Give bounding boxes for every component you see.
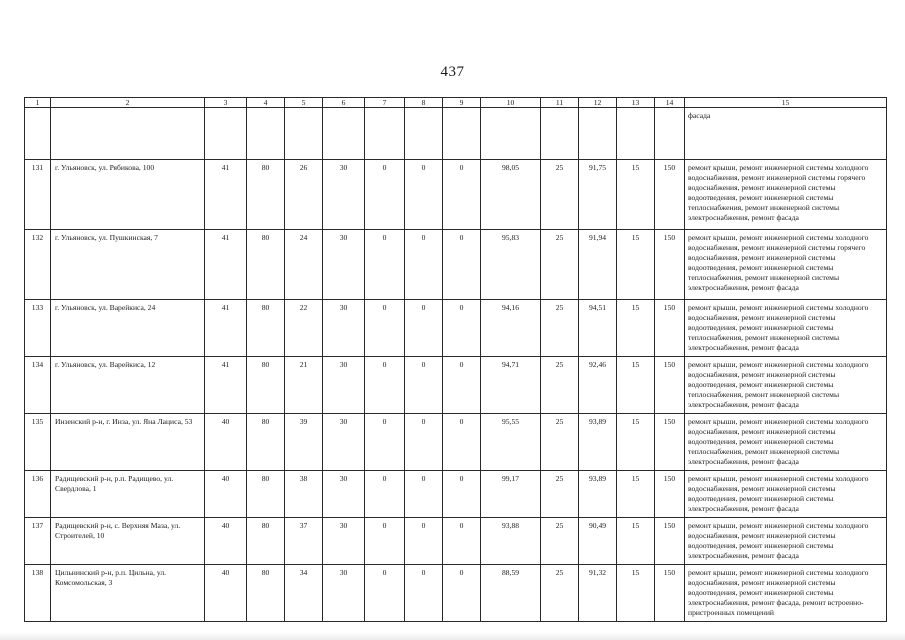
value-cell: 80	[247, 518, 285, 565]
value-cell: 41	[205, 160, 247, 230]
value-cell: 0	[405, 565, 443, 622]
value-cell: 25	[541, 565, 579, 622]
row-number-cell: 136	[25, 471, 51, 518]
value-cell: 95,55	[481, 414, 541, 471]
value-cell: 30	[323, 565, 365, 622]
continuation-row	[25, 108, 887, 160]
value-cell: 95,83	[481, 230, 541, 300]
works-cell: ремонт крыши, ремонт инженерной системы холодного водоснабжения, ремонт инженерной системы горячего водоснабжения, ремонт инженерной системы водоотведения, ремонт инженерной системы теплоснабжения, ремонт инженерной системы электроснабжения, ремонт фасада	[685, 230, 887, 300]
column-number: 11	[541, 98, 579, 108]
column-number: 6	[323, 98, 365, 108]
value-cell: 150	[655, 357, 685, 414]
column-number: 9	[443, 98, 481, 108]
page-number: 437	[440, 64, 465, 80]
value-cell: 0	[443, 357, 481, 414]
value-cell: 40	[205, 565, 247, 622]
value-cell: 15	[617, 518, 655, 565]
value-cell: 150	[655, 230, 685, 300]
value-cell: 22	[285, 300, 323, 357]
value-cell: 150	[655, 160, 685, 230]
value-cell: 0	[405, 518, 443, 565]
value-cell: 26	[285, 160, 323, 230]
value-cell: 41	[205, 230, 247, 300]
value-cell: 80	[247, 565, 285, 622]
value-cell: 15	[617, 414, 655, 471]
value-cell: 0	[365, 518, 405, 565]
works-cell: ремонт крыши, ремонт инженерной системы холодного водоснабжения, ремонт инженерной системы водоотведения, ремонт инженерной системы электроснабжения, ремонт фасада	[685, 518, 887, 565]
address-cell: г. Ульяновск, ул. Пушкинская, 7	[51, 230, 205, 300]
value-cell: 15	[617, 357, 655, 414]
value-cell: 30	[323, 357, 365, 414]
value-cell: 80	[247, 300, 285, 357]
value-cell: 25	[541, 160, 579, 230]
table-row	[25, 160, 887, 230]
row-number-cell: 137	[25, 518, 51, 565]
value-cell: 90,49	[579, 518, 617, 565]
value-cell: 0	[405, 300, 443, 357]
table-row	[25, 471, 887, 518]
value-cell: 0	[443, 414, 481, 471]
value-cell: 30	[323, 300, 365, 357]
value-cell: 15	[617, 471, 655, 518]
address-cell: г. Ульяновск, ул. Варейкиса, 12	[51, 357, 205, 414]
value-cell: 0	[365, 471, 405, 518]
table-row	[25, 414, 887, 471]
value-cell: 94,16	[481, 300, 541, 357]
column-number: 4	[247, 98, 285, 108]
value-cell: 34	[285, 565, 323, 622]
value-cell: 0	[365, 300, 405, 357]
value-cell: 0	[405, 414, 443, 471]
column-number: 12	[579, 98, 617, 108]
value-cell: 80	[247, 414, 285, 471]
value-cell: 0	[443, 160, 481, 230]
value-cell: 88,59	[481, 565, 541, 622]
value-cell: 0	[443, 471, 481, 518]
column-number: 7	[365, 98, 405, 108]
value-cell: 15	[617, 565, 655, 622]
column-number: 1	[25, 98, 51, 108]
value-cell: 40	[205, 414, 247, 471]
value-cell: 94,71	[481, 357, 541, 414]
value-cell: 0	[443, 565, 481, 622]
works-cell: ремонт крыши, ремонт инженерной системы холодного водоснабжения, ремонт инженерной системы горячего водоснабжения, ремонт инженерной системы водоотведения, ремонт инженерной системы теплоснабжения, ремонт инженерной системы электроснабжения, ремонт фасада	[685, 160, 887, 230]
value-cell: 25	[541, 357, 579, 414]
value-cell: 38	[285, 471, 323, 518]
value-cell: 93,88	[481, 518, 541, 565]
value-cell: 98,05	[481, 160, 541, 230]
scan-edge	[0, 632, 905, 640]
column-number: 2	[51, 98, 205, 108]
address-cell: Радищевский р-н, р.п. Радищево, ул. Свердлова, 1	[51, 471, 205, 518]
value-cell: 92,46	[579, 357, 617, 414]
table-row	[25, 230, 887, 300]
value-cell: 0	[405, 230, 443, 300]
value-cell: 0	[405, 160, 443, 230]
value-cell: 80	[247, 160, 285, 230]
value-cell: 30	[323, 518, 365, 565]
value-cell: 25	[541, 518, 579, 565]
value-cell: 91,75	[579, 160, 617, 230]
value-cell: 39	[285, 414, 323, 471]
value-cell: 30	[323, 160, 365, 230]
column-number: 13	[617, 98, 655, 108]
address-cell: Радищевский р-н, с. Верхняя Маза, ул. Строителей, 10	[51, 518, 205, 565]
column-number: 5	[285, 98, 323, 108]
value-cell: 0	[365, 565, 405, 622]
works-cell: ремонт крыши, ремонт инженерной системы холодного водоснабжения, ремонт инженерной системы водоотведения, ремонт инженерной системы электроснабжения, ремонт фасада, ремонт встроенно-пристроенных помещений	[685, 565, 887, 622]
column-number: 15	[685, 98, 887, 108]
value-cell: 40	[205, 518, 247, 565]
address-cell: Инзенский р-н, г. Инза, ул. Яна Лациса, 53	[51, 414, 205, 471]
value-cell: 15	[617, 300, 655, 357]
column-number: 3	[205, 98, 247, 108]
value-cell: 150	[655, 414, 685, 471]
address-cell: г. Ульяновск, ул. Рябикова, 100	[51, 160, 205, 230]
value-cell: 37	[285, 518, 323, 565]
value-cell: 15	[617, 160, 655, 230]
value-cell: 94,51	[579, 300, 617, 357]
value-cell: 25	[541, 230, 579, 300]
value-cell: 0	[365, 414, 405, 471]
table-row	[25, 300, 887, 357]
works-cell: ремонт крыши, ремонт инженерной системы холодного водоснабжения, ремонт инженерной системы водоотведения, ремонт инженерной системы теплоснабжения, ремонт инженерной системы электроснабжения, ремонт фасада	[685, 414, 887, 471]
value-cell: 150	[655, 518, 685, 565]
value-cell: 25	[541, 300, 579, 357]
value-cell: 15	[617, 230, 655, 300]
value-cell: 150	[655, 300, 685, 357]
value-cell: 91,32	[579, 565, 617, 622]
value-cell: 93,89	[579, 471, 617, 518]
address-cell: Цильнинский р-н, р.п. Цильна, ул. Комсомольская, 3	[51, 565, 205, 622]
row-number-cell: 133	[25, 300, 51, 357]
row-number-cell: 135	[25, 414, 51, 471]
works-cell: ремонт крыши, ремонт инженерной системы холодного водоснабжения, ремонт инженерной системы водоотведения, ремонт инженерной системы теплоснабжения, ремонт инженерной системы электроснабжения, ремонт фасада	[685, 300, 887, 357]
value-cell: 0	[365, 230, 405, 300]
value-cell: 91,94	[579, 230, 617, 300]
column-number: 14	[655, 98, 685, 108]
works-continuation: фасада	[685, 108, 887, 160]
value-cell: 41	[205, 300, 247, 357]
value-cell: 30	[323, 414, 365, 471]
table-row	[25, 518, 887, 565]
value-cell: 0	[405, 471, 443, 518]
works-cell: ремонт крыши, ремонт инженерной системы холодного водоснабжения, ремонт инженерной системы водоотведения, ремонт инженерной системы теплоснабжения, ремонт инженерной системы электроснабжения, ремонт фасада	[685, 357, 887, 414]
row-number-cell: 132	[25, 230, 51, 300]
value-cell: 25	[541, 471, 579, 518]
value-cell: 150	[655, 471, 685, 518]
value-cell: 80	[247, 357, 285, 414]
value-cell: 25	[541, 414, 579, 471]
value-cell: 0	[443, 230, 481, 300]
value-cell: 0	[365, 160, 405, 230]
value-cell: 0	[405, 357, 443, 414]
address-cell: г. Ульяновск, ул. Варейкиса, 24	[51, 300, 205, 357]
column-number: 8	[405, 98, 443, 108]
column-number-row	[25, 98, 887, 108]
repair-table	[24, 97, 887, 622]
value-cell: 21	[285, 357, 323, 414]
value-cell: 30	[323, 471, 365, 518]
value-cell: 0	[365, 357, 405, 414]
value-cell: 150	[655, 565, 685, 622]
column-number: 10	[481, 98, 541, 108]
value-cell: 24	[285, 230, 323, 300]
value-cell: 40	[205, 471, 247, 518]
value-cell: 93,89	[579, 414, 617, 471]
value-cell: 0	[443, 300, 481, 357]
value-cell: 80	[247, 230, 285, 300]
row-number-cell: 138	[25, 565, 51, 622]
value-cell: 0	[443, 518, 481, 565]
row-number-cell: 134	[25, 357, 51, 414]
works-cell: ремонт крыши, ремонт инженерной системы холодного водоснабжения, ремонт инженерной системы водоотведения, ремонт инженерной системы электроснабжения, ремонт фасада	[685, 471, 887, 518]
table-row	[25, 357, 887, 414]
value-cell: 99,17	[481, 471, 541, 518]
value-cell: 80	[247, 471, 285, 518]
value-cell: 41	[205, 357, 247, 414]
row-number-cell: 131	[25, 160, 51, 230]
table-row	[25, 565, 887, 622]
value-cell: 30	[323, 230, 365, 300]
